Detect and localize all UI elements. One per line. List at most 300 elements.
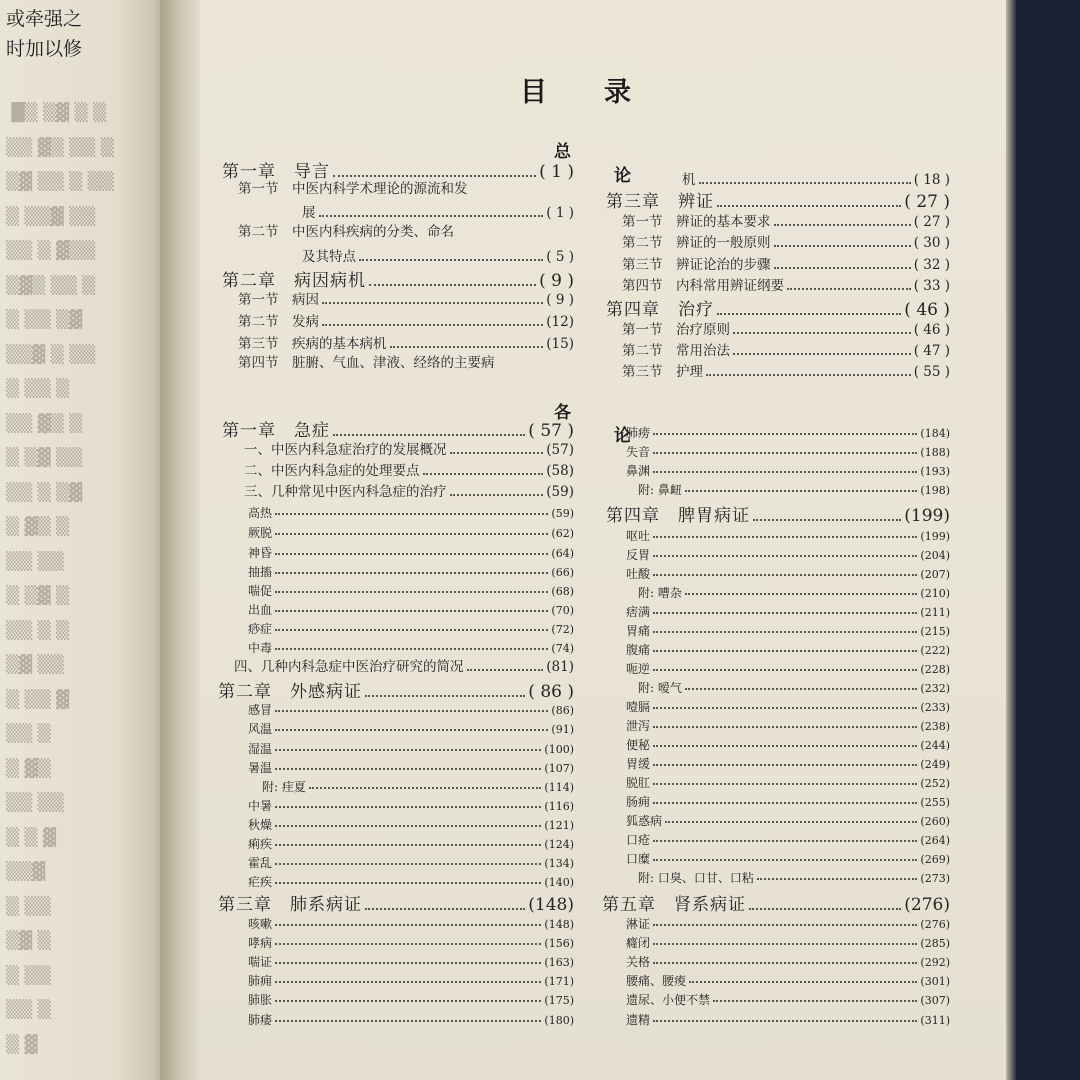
toc-page-number: (121) xyxy=(544,819,574,832)
toc-entry-row xyxy=(248,819,574,831)
dot-leader xyxy=(653,452,917,454)
toc-entry-row xyxy=(248,876,574,888)
toc-entry-label: 风温 xyxy=(248,722,273,736)
toc-page-number: (62) xyxy=(551,527,574,540)
toc-entry-row xyxy=(626,644,950,656)
toc-entry-row xyxy=(638,587,950,599)
toc-entry-row xyxy=(248,975,574,987)
toc-page-number: ( 47 ) xyxy=(913,343,950,359)
toc-entry-label: 胃缓 xyxy=(626,757,651,771)
dot-leader xyxy=(275,924,541,926)
toc-entry-row xyxy=(626,701,950,713)
toc-chapter-row xyxy=(218,684,574,701)
toc-entry-label: 三、几种常见中医内科急症的治疗 xyxy=(244,484,447,500)
toc-entry-label: 失音 xyxy=(626,445,651,459)
dot-leader xyxy=(275,863,541,865)
dot-leader xyxy=(653,924,917,926)
toc-entry-row xyxy=(248,704,574,716)
toc-entry-row xyxy=(626,720,950,732)
toc-page-number: (57) xyxy=(546,442,574,458)
toc-page-number: (175) xyxy=(544,994,574,1007)
toc-page-number: (184) xyxy=(920,427,950,440)
toc-page-number: (276) xyxy=(920,918,950,931)
toc-page-number: (124) xyxy=(544,838,574,851)
toc-section-row xyxy=(244,486,574,500)
toc-entry-label: 第五章 肾系病证 xyxy=(602,895,746,915)
toc-entry-row xyxy=(248,956,574,968)
dot-leader xyxy=(369,284,536,286)
dot-leader xyxy=(653,764,917,766)
dot-leader xyxy=(653,433,917,435)
dot-leader xyxy=(699,182,911,184)
toc-entry-label: 第三章 辨证 xyxy=(606,192,714,212)
toc-page-number: (233) xyxy=(920,701,950,714)
toc-page-number: (199) xyxy=(920,530,950,543)
toc-entry-label: 遗尿、小便不禁 xyxy=(626,993,711,1007)
dot-leader xyxy=(774,267,911,269)
toc-entry-label: 肺痈 xyxy=(248,974,273,988)
toc-entry-label: 第三节 辨证论治的步骤 xyxy=(622,257,771,273)
toc-page-number: (58) xyxy=(546,463,574,479)
section-general-b: 论 xyxy=(614,166,631,186)
title-right-char: 录 xyxy=(604,77,631,108)
section-general-a: 总 xyxy=(554,142,571,162)
toc-entry-label: 附: 嘈杂 xyxy=(638,586,682,600)
toc-entry-label: 咳嗽 xyxy=(248,917,273,931)
toc-page-number: ( 1 ) xyxy=(539,162,574,182)
toc-chapter-row xyxy=(606,194,950,211)
toc-entry-label: 高热 xyxy=(248,506,273,520)
dot-leader xyxy=(653,802,917,804)
toc-chapter-row xyxy=(602,897,950,914)
toc-page-number: (207) xyxy=(920,568,950,581)
toc-page-number: ( 5 ) xyxy=(546,249,574,265)
toc-entry-row xyxy=(626,815,950,827)
toc-page-number: (15) xyxy=(546,336,574,352)
toc-entry-label: 第四节 脏腑、气血、津液、经络的主要病 xyxy=(238,355,495,371)
dot-leader xyxy=(653,783,917,785)
toc-entry-label: 淋证 xyxy=(626,917,651,931)
dot-leader xyxy=(653,631,917,633)
toc-page-number: ( 86 ) xyxy=(528,682,574,702)
toc-section-row xyxy=(238,316,574,330)
toc-entry-row xyxy=(626,1014,950,1026)
toc-entry-label: 关格 xyxy=(626,955,651,969)
dot-leader xyxy=(275,629,548,631)
toc-entry-label: 吐酸 xyxy=(626,567,651,581)
left-page-bleed-through: █▒ ▒▓ ▒ ▒ ▒▒ ▓▒ ▒▒ ▒ ▒▓ ▒▒ ▒ ▒▒ ▒ ▒▒▓ ▒▒ ▒▒ ▒ ▓▒▒ ▒▓▒ ▒▒ ▒ ▒ ▒▒ ▒▓ ▒▒▓ ▒ ▒▒ ▒ ▒▒ ▒ ▒▒ ▓▒ ▒ ▒ ▒▓ ▒▒ ▒▒ ▒ ▒▓ ▒ ▓▒ ▒ ▒▒ ▒▒ ▒ ▒▓ ▒ ▒▒ ▒ ▒ ▒▓ ▒▒ ▒ ▒▒ ▓ ▒▒ ▒ ▒ ▓▒ ▒▒ ▒▒ ▒ ▒ ▓ ▒▒▓ ▒ ▒▒ ▒▓ ▒ ▒ ▒▒ ▒▒ ▒ ▒ ▓ xyxy=(6,103,114,1055)
toc-entry-row xyxy=(626,796,950,808)
toc-entry-label: 第二节 辨证的一般原则 xyxy=(622,235,771,251)
toc-page-number: ( 9 ) xyxy=(539,271,574,291)
toc-entry-row xyxy=(626,777,950,789)
dot-leader xyxy=(653,962,917,964)
toc-chapter-row xyxy=(606,508,950,525)
toc-entry-label: 附: 口臭、口甘、口粘 xyxy=(638,871,754,885)
toc-page-number: (193) xyxy=(920,465,950,478)
toc-page-number: ( 27 ) xyxy=(913,214,950,230)
dot-leader xyxy=(275,572,548,574)
toc-entry-row xyxy=(262,781,574,793)
toc-page-number: (171) xyxy=(544,975,574,988)
toc-page-number: (276) xyxy=(904,895,950,915)
dot-leader xyxy=(653,726,917,728)
left-page-line: 或牵强之 xyxy=(6,8,83,30)
toc-page-number: (91) xyxy=(551,723,574,736)
toc-page-number: (64) xyxy=(551,547,574,560)
dot-leader xyxy=(653,471,917,473)
toc-entry-label: 中暑 xyxy=(248,799,273,813)
toc-entry-label: 第三节 护理 xyxy=(622,364,703,380)
toc-page-number: (72) xyxy=(551,623,574,636)
toc-entry-label: 口疮 xyxy=(626,833,651,847)
toc-page-number: (222) xyxy=(920,644,950,657)
toc-page-number: ( 46 ) xyxy=(913,322,950,338)
dot-leader xyxy=(275,981,541,983)
toc-entry-label: 神昏 xyxy=(248,546,273,560)
toc-section-row xyxy=(238,357,574,371)
dot-leader xyxy=(757,878,918,880)
toc-entry-row xyxy=(626,530,950,542)
page-edge-shadow xyxy=(1006,0,1016,1080)
toc-entry-label: 展 xyxy=(302,205,316,221)
toc-entry-row xyxy=(626,663,950,675)
toc-page-number: (249) xyxy=(920,758,950,771)
dot-leader xyxy=(275,806,541,808)
toc-entry-label: 第一章 导言 xyxy=(222,162,330,182)
dot-leader xyxy=(322,324,543,326)
toc-page-number: ( 1 ) xyxy=(546,205,574,221)
toc-entry-row xyxy=(248,527,574,539)
toc-section-row xyxy=(238,338,574,352)
toc-entry-label: 喘证 xyxy=(248,955,273,969)
toc-page-number: (273) xyxy=(920,872,950,885)
toc-chapter-row xyxy=(222,423,574,440)
toc-page-number: (232) xyxy=(920,682,950,695)
left-page xyxy=(0,0,166,1080)
toc-entry-label: 霍乱 xyxy=(248,856,273,870)
dot-leader xyxy=(665,821,917,823)
toc-entry-label: 鼻渊 xyxy=(626,464,651,478)
toc-entry-label: 喘促 xyxy=(248,584,273,598)
toc-entry-label: 第二节 常用治法 xyxy=(622,343,730,359)
dot-leader xyxy=(713,1000,917,1002)
dot-leader xyxy=(653,650,917,652)
dot-leader xyxy=(450,452,544,454)
dot-leader xyxy=(717,313,901,315)
toc-page-number: (68) xyxy=(551,585,574,598)
toc-entry-row xyxy=(626,937,950,949)
toc-entry-row xyxy=(626,625,950,637)
toc-page-number: (148) xyxy=(544,918,574,931)
toc-page-number: (114) xyxy=(544,781,574,794)
toc-page-number: (199) xyxy=(904,506,950,526)
toc-entry-label: 附: 嗳气 xyxy=(638,681,682,695)
toc-entry-row xyxy=(248,723,574,735)
toc-entry-label: 第二章 病因病机 xyxy=(222,271,366,291)
toc-entry-row xyxy=(248,762,574,774)
toc-section-row xyxy=(238,294,574,308)
toc-entry-label: 出血 xyxy=(248,603,273,617)
toc-page-number: (228) xyxy=(920,663,950,676)
dot-leader xyxy=(333,434,525,436)
toc-entry-label: 附: 疰夏 xyxy=(262,780,306,794)
toc-page-number: (198) xyxy=(920,484,950,497)
toc-page-number: (180) xyxy=(544,1014,574,1027)
toc-entry-row xyxy=(626,975,950,987)
toc-entry-label: 呃逆 xyxy=(626,662,651,676)
toc-entry-label: 湿温 xyxy=(248,742,273,756)
left-page-text xyxy=(6,4,82,64)
toc-entry-row xyxy=(626,465,950,477)
toc-entry-label: 腰痛、腰痠 xyxy=(626,974,687,988)
dot-leader xyxy=(275,749,541,751)
dot-leader xyxy=(423,473,544,475)
toc-entry-row xyxy=(248,507,574,519)
toc-entry-label: 肺胀 xyxy=(248,993,273,1007)
dot-leader xyxy=(275,768,541,770)
toc-page-number: (255) xyxy=(920,796,950,809)
toc-entry-label: 第四节 内科常用辨证纲要 xyxy=(622,278,784,294)
dot-leader xyxy=(653,859,917,861)
toc-entry-row xyxy=(626,994,950,1006)
section-specific-b: 论 xyxy=(614,426,631,446)
toc-entry-label: 第三章 肺系病证 xyxy=(218,895,362,915)
toc-page-number: (116) xyxy=(544,800,574,813)
toc-page-number: (134) xyxy=(544,857,574,870)
toc-entry-label: 痢疾 xyxy=(248,837,273,851)
toc-page-number: (70) xyxy=(551,604,574,617)
toc-page-number: (264) xyxy=(920,834,950,847)
dot-leader xyxy=(359,259,543,261)
toc-entry-label: 遗精 xyxy=(626,1013,651,1027)
toc-page-number: (292) xyxy=(920,956,950,969)
dot-leader xyxy=(322,302,543,304)
toc-section-row xyxy=(302,251,574,265)
toc-entry-label: 附: 鼻衄 xyxy=(638,483,682,497)
toc-page-number: (59) xyxy=(546,484,574,500)
toc-entry-label: 第二节 中医内科疾病的分类、命名 xyxy=(238,224,454,240)
toc-page-number: (204) xyxy=(920,549,950,562)
toc-section-row xyxy=(622,216,950,230)
toc-entry-row xyxy=(248,838,574,850)
toc-page-number: (215) xyxy=(920,625,950,638)
toc-section-row xyxy=(622,259,950,273)
toc-chapter-row xyxy=(606,302,950,319)
toc-entry-label: 疟疾 xyxy=(248,875,273,889)
toc-entry-label: 秋燥 xyxy=(248,818,273,832)
dot-leader xyxy=(319,215,544,217)
toc-entry-label: 暑温 xyxy=(248,761,273,775)
toc-chapter-row xyxy=(222,164,574,181)
toc-right-column xyxy=(602,0,950,1080)
toc-section-row xyxy=(244,465,574,479)
dot-leader xyxy=(685,490,918,492)
toc-page-number: ( 18 ) xyxy=(913,172,950,188)
toc-entry-row xyxy=(248,604,574,616)
toc-entry-row xyxy=(248,1014,574,1026)
toc-page-number: (244) xyxy=(920,739,950,752)
toc-page-number: ( 46 ) xyxy=(904,300,950,320)
title-left-char: 目 xyxy=(520,77,547,108)
toc-page-number: ( 9 ) xyxy=(546,292,574,308)
toc-page-number: ( 57 ) xyxy=(528,421,574,441)
toc-page-number: (100) xyxy=(544,743,574,756)
toc-entry-row xyxy=(626,853,950,865)
toc-page-number: (66) xyxy=(551,566,574,579)
toc-entry-row xyxy=(626,446,950,458)
toc-page-number: (210) xyxy=(920,587,950,600)
toc-entry-row xyxy=(626,427,950,439)
toc-entry-label: 腹痛 xyxy=(626,643,651,657)
dot-leader xyxy=(653,707,917,709)
toc-entry-label: 中毒 xyxy=(248,641,273,655)
dot-leader xyxy=(733,353,911,355)
dot-leader xyxy=(450,494,544,496)
dot-leader xyxy=(653,669,917,671)
toc-entry-label: 肺痿 xyxy=(248,1013,273,1027)
toc-page-number: (148) xyxy=(528,895,574,915)
toc-entry-row xyxy=(626,549,950,561)
toc-entry-label: 哮病 xyxy=(248,936,273,950)
toc-page-number: (269) xyxy=(920,853,950,866)
toc-entry-label: 胃痛 xyxy=(626,624,651,638)
toc-entry-label: 感冒 xyxy=(248,703,273,717)
toc-entry-label: 癃闭 xyxy=(626,936,651,950)
toc-entry-row xyxy=(626,834,950,846)
dot-leader xyxy=(275,825,541,827)
toc-section-row xyxy=(622,280,950,294)
dot-leader xyxy=(275,1000,541,1002)
dot-leader xyxy=(653,943,917,945)
toc-entry-label: 第二节 发病 xyxy=(238,314,319,330)
toc-entry-row xyxy=(626,739,950,751)
dot-leader xyxy=(275,882,541,884)
toc-page-number: (260) xyxy=(920,815,950,828)
dot-leader xyxy=(365,908,525,910)
toc-chapter-row xyxy=(218,897,574,914)
toc-page-number: (311) xyxy=(920,1014,950,1027)
toc-entry-label: 第一节 治疗原则 xyxy=(622,322,730,338)
dot-leader xyxy=(275,729,548,731)
toc-section-row xyxy=(244,444,574,458)
dot-leader xyxy=(275,1020,541,1022)
toc-entry-row xyxy=(638,872,950,884)
dot-leader xyxy=(653,1020,917,1022)
toc-entry-label: 痞满 xyxy=(626,605,651,619)
dot-leader xyxy=(275,962,541,964)
toc-entry-label: 厥脱 xyxy=(248,526,273,540)
toc-entry-label: 四、几种内科急症中医治疗研究的简况 xyxy=(234,659,464,675)
toc-entry-row xyxy=(626,758,950,770)
section-specific-a: 各 xyxy=(554,403,571,423)
toc-entry-label: 狐惑病 xyxy=(626,814,663,828)
toc-section-row xyxy=(234,661,574,675)
dot-leader xyxy=(774,224,911,226)
toc-page-number: (59) xyxy=(551,507,574,520)
toc-page-number: (156) xyxy=(544,937,574,950)
toc-page-number: (238) xyxy=(920,720,950,733)
dot-leader xyxy=(717,205,901,207)
toc-entry-label: 第四章 治疗 xyxy=(606,300,714,320)
dot-leader xyxy=(787,288,911,290)
toc-entry-label: 第一节 辨证的基本要求 xyxy=(622,214,771,230)
toc-entry-label: 机 xyxy=(682,172,696,188)
dot-leader xyxy=(275,844,541,846)
toc-section-row xyxy=(238,183,574,197)
dot-leader xyxy=(309,787,542,789)
dot-leader xyxy=(653,612,917,614)
toc-entry-row xyxy=(248,800,574,812)
toc-page-number: (163) xyxy=(544,956,574,969)
toc-entry-label: 第三节 疾病的基本病机 xyxy=(238,336,387,352)
dot-leader xyxy=(689,981,917,983)
toc-entry-row xyxy=(638,682,950,694)
toc-entry-row xyxy=(248,585,574,597)
toc-chapter-row xyxy=(222,273,574,290)
toc-entry-label: 第一节 中医内科学术理论的源流和发 xyxy=(238,181,468,197)
dot-leader xyxy=(275,710,548,712)
book-gutter xyxy=(160,0,204,1080)
toc-page-number: (12) xyxy=(546,314,574,330)
toc-entry-label: 第二章 外感病证 xyxy=(218,682,362,702)
toc-page-number: (252) xyxy=(920,777,950,790)
toc-entry-label: 第一章 急症 xyxy=(222,421,330,441)
toc-entry-row xyxy=(248,743,574,755)
dot-leader xyxy=(275,553,548,555)
toc-page-number: ( 55 ) xyxy=(913,364,950,380)
toc-page-number: ( 33 ) xyxy=(913,278,950,294)
toc-entry-row xyxy=(638,484,950,496)
contents-page xyxy=(200,0,1010,1080)
dot-leader xyxy=(774,245,911,247)
toc-left-column xyxy=(218,0,574,1080)
toc-entry-row xyxy=(248,918,574,930)
toc-entry-label: 脱肛 xyxy=(626,776,651,790)
toc-page-number: ( 32 ) xyxy=(913,257,950,273)
dot-leader xyxy=(365,695,525,697)
dot-leader xyxy=(275,591,548,593)
toc-page-number: (74) xyxy=(551,642,574,655)
dot-leader xyxy=(275,648,548,650)
toc-entry-row xyxy=(248,623,574,635)
toc-entry-row xyxy=(626,956,950,968)
toc-entry-label: 噎膈 xyxy=(626,700,651,714)
toc-section-row xyxy=(302,207,574,221)
toc-entry-row xyxy=(248,566,574,578)
dot-leader xyxy=(653,574,917,576)
toc-entry-row xyxy=(626,918,950,930)
toc-entry-label: 第一节 病因 xyxy=(238,292,319,308)
toc-entry-label: 抽搐 xyxy=(248,565,273,579)
toc-entry-label: 第四章 脾胃病证 xyxy=(606,506,750,526)
dot-leader xyxy=(275,533,548,535)
toc-entry-label: 痧症 xyxy=(248,622,273,636)
toc-entry-row xyxy=(626,606,950,618)
toc-entry-row xyxy=(248,642,574,654)
toc-section-row xyxy=(682,174,950,188)
toc-entry-label: 一、中医内科急症治疗的发展概况 xyxy=(244,442,447,458)
toc-section-row xyxy=(622,345,950,359)
toc-page-number: ( 27 ) xyxy=(904,192,950,212)
toc-page-number: (86) xyxy=(551,704,574,717)
toc-section-row xyxy=(238,226,574,240)
toc-page-number: (188) xyxy=(920,446,950,459)
toc-entry-label: 反胃 xyxy=(626,548,651,562)
toc-entry-label: 便秘 xyxy=(626,738,651,752)
dot-leader xyxy=(333,175,536,177)
toc-entry-label: 口糜 xyxy=(626,852,651,866)
